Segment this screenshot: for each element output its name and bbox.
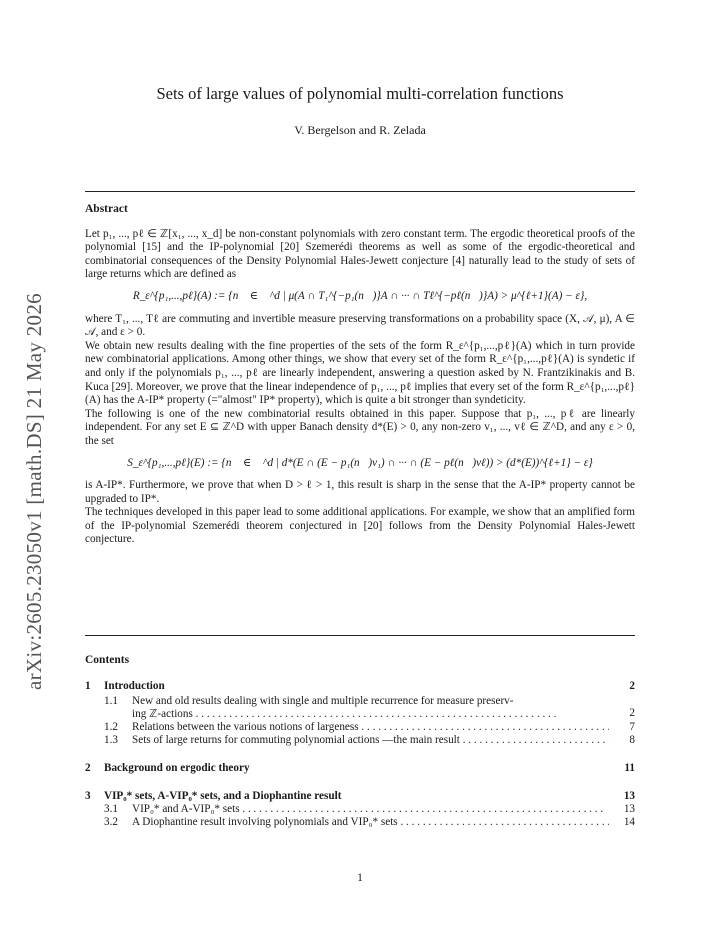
- toc-subsection-3-1[interactable]: [85, 803, 635, 815]
- toc-section-1[interactable]: [85, 680, 635, 692]
- abstract-paragraph-3: We obtain new results dealing with the fine properties of the sets of the form R_ε^{p₁,...,pℓ}(A) which in turn provide new combinatorial applications. Among other things, we show that every set of the form R_ε^{p₁,...,pℓ}(A) is syndetic if and only if the polynomials p₁, ..., pℓ are linearly independent, answering a question asked by N. Frantzikinakis and B. Kuca [29]. Moreover, we prove that the linear independence of p₁, ..., pℓ implies that every set of the form R_ε^{p₁,...,pℓ}(A) has the A-IP* property (="almost" IP* property), which is quite a bit stronger than syndeticity.: [85, 339, 635, 407]
- toc-title: New and old results dealing with single and multiple recurrence for measure preserv-: [132, 695, 514, 707]
- toc-page: 7: [629, 721, 635, 733]
- toc-subsection-1-3[interactable]: [85, 734, 635, 746]
- toc-number: 1.2: [104, 721, 118, 733]
- toc-subsection-3-2[interactable]: [85, 816, 635, 828]
- toc-number: 1.1: [104, 695, 118, 707]
- toc-number: 1.3: [104, 734, 118, 746]
- toc-title: VIP₀* and A-VIP₀* sets . . .: [132, 803, 609, 815]
- toc-title: Background on ergodic theory: [104, 762, 250, 774]
- toc-number: 3.1: [104, 803, 118, 815]
- toc-section-2[interactable]: [85, 762, 635, 774]
- toc-number: 1: [85, 680, 91, 692]
- toc-page: 2: [629, 680, 635, 692]
- toc-title-continued: ing ℤ-actions . . .: [132, 707, 609, 720]
- abstract-section: [85, 203, 635, 547]
- toc-title: Sets of large returns for commuting polynomial actions —the main result . . .: [132, 734, 609, 746]
- toc-page: 8: [629, 734, 635, 746]
- toc-title: A Diophantine result involving polynomials and VIP₀* sets . . .: [132, 816, 609, 828]
- abstract-heading: Abstract: [85, 203, 128, 215]
- abstract-paragraph-5: is A-IP*. Furthermore, we prove that when D > ℓ > 1, this result is sharp in the sense that the A-IP* property cannot be upgraded to IP*.: [85, 479, 635, 505]
- abstract-paragraph-2: where T₁, ..., Tℓ are commuting and invertible measure preserving transformations on a probability space (X, 𝒜, μ), A ∈ 𝒜, and ε > 0.: [85, 312, 635, 339]
- equation-large-returns: R_ε^{p₁,...,pℓ}(A) := {n⃗ ∈ ℤ^d | μ(A ∩ T₁^{−p₁(n⃗)}A ∩ ··· ∩ Tℓ^{−pℓ(n⃗)}A) > μ^{ℓ+1}(A) − ε},: [132, 289, 588, 302]
- toc-number: 3.2: [104, 816, 118, 828]
- equation-density-set: S_ε^{p₁,...,pℓ}(E) := {n⃗ ∈ ℤ^d | d*(E ∩ (E − p₁(n⃗)v₁) ∩ ··· ∩ (E − pℓ(n⃗)vℓ)) > (d*(E))^{ℓ+1} − ε}: [127, 456, 593, 469]
- toc-subsection-1-1-cont[interactable]: [85, 707, 635, 720]
- toc-page: 11: [624, 762, 635, 774]
- toc-number: 3: [85, 790, 91, 802]
- toc-page: 13: [623, 790, 635, 802]
- toc-page: 2: [629, 707, 635, 719]
- bottom-rule: [85, 635, 635, 636]
- page-number: 1: [357, 872, 363, 884]
- toc-subsection-1-2[interactable]: [85, 721, 635, 733]
- abstract-paragraph-4: The following is one of the new combinatorial results obtained in this paper. Suppose that p₁, ..., pℓ are linearly independent. For any set E ⊆ ℤ^D with upper Banach density d*(E) > 0, any non-zero v₁, ..., vℓ ∈ ℤ^D, and any ε > 0, the set: [85, 407, 635, 447]
- contents-heading: Contents: [85, 654, 130, 666]
- toc-title: Relations between the various notions of largeness . . .: [132, 721, 609, 733]
- arxiv-identifier: arXiv:2605.23050v1 [math.DS] 21 May 2026: [22, 293, 46, 690]
- paper-authors: V. Bergelson and R. Zelada: [294, 123, 426, 137]
- toc-number: 2: [85, 762, 91, 774]
- toc-subsection-1-1[interactable]: [85, 695, 635, 707]
- abstract-paragraph-6: The techniques developed in this paper lead to some additional applications. For example, we show that an amplified form of the IP-polynomial Szemerédi theorem conjectured in [20] follows from the Density Polynomial Hales-Jewett conjecture.: [85, 506, 635, 546]
- toc-title: VIP₀* sets, A-VIP₀* sets, and a Diophantine result: [104, 790, 342, 802]
- paper-title: Sets of large values of polynomial multi-correlation functions: [156, 84, 564, 103]
- abstract-paragraph-1: Let p₁, ..., pℓ ∈ ℤ[x₁, ..., x_d] be non-constant polynomials with zero constant term. The ergodic theoretical proofs of the polynomial [15] and the IP-polynomial [20] Szemerédi theorems as well as some of the ergodic-theoretical and combinatorial consequences of the Density Polynomial Hales-Jewett conjecture [4] naturally lead to the study of sets of large returns which are defined as: [85, 227, 635, 281]
- toc-page: 13: [623, 803, 635, 815]
- table-of-contents: [85, 654, 635, 828]
- toc-section-3[interactable]: [85, 790, 635, 802]
- toc-title: Introduction: [104, 680, 165, 692]
- top-rule: [85, 191, 635, 192]
- toc-page: 14: [623, 816, 635, 828]
